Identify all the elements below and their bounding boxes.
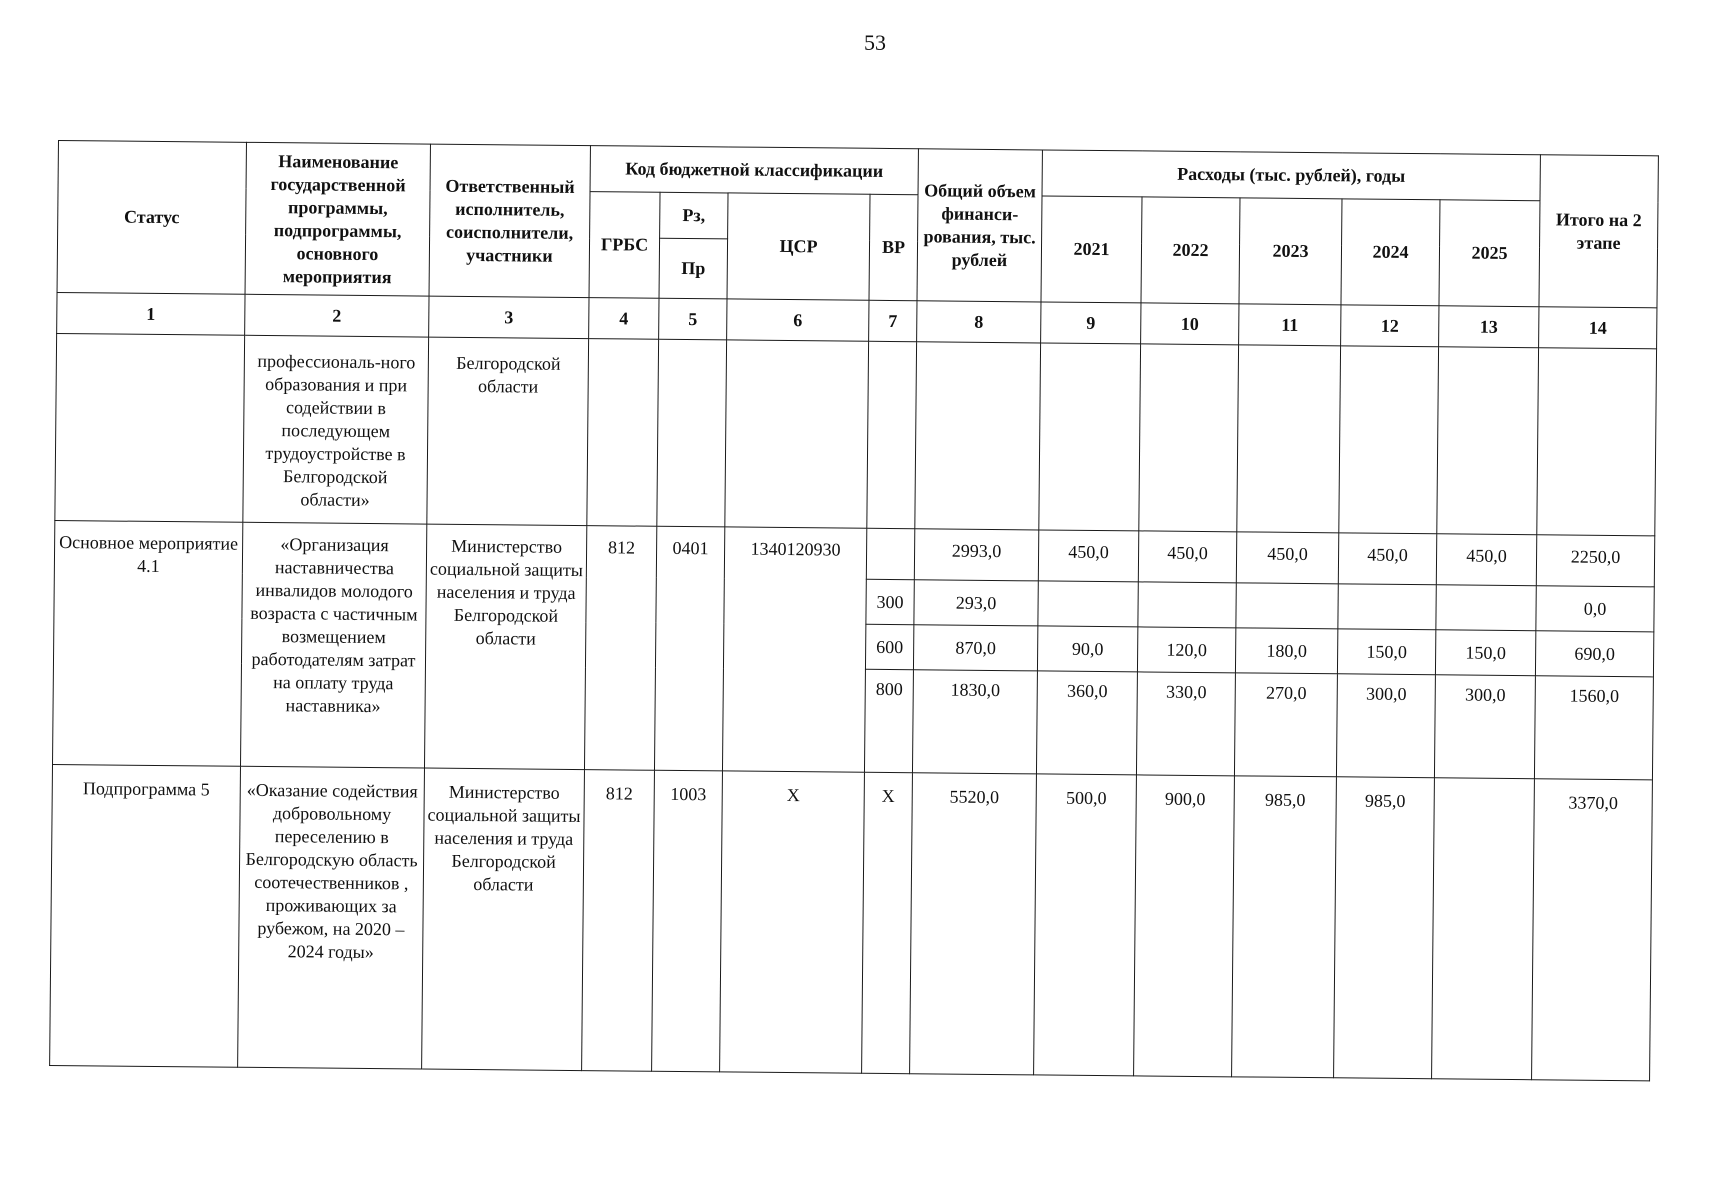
subprogram-5-csr: Х (720, 771, 865, 1073)
table-cell-2023 (1236, 583, 1338, 629)
continuation-status (55, 333, 245, 522)
table-cell-2024: 300,0 (1336, 674, 1435, 778)
table-cell-total: 293,0 (914, 580, 1038, 626)
column-number: 10 (1141, 303, 1239, 345)
page-number: 53 (864, 30, 886, 55)
table-cell-2025: 450,0 (1436, 534, 1536, 586)
measure-4-1-rz-pr: 0401 (654, 526, 724, 771)
subprogram-5-2023: 985,0 (1232, 776, 1337, 1078)
header-year-2024: 2024 (1341, 199, 1440, 306)
column-number: 7 (869, 300, 917, 341)
column-number: 11 (1239, 304, 1341, 346)
header-year-2022: 2022 (1141, 197, 1240, 304)
header-vr: ВР (869, 194, 918, 300)
header-grbs: ГРБС (589, 192, 660, 299)
continuation-program-name: профессиональ-ного образования и при содействии в последующем трудоустройстве в Белгородской области» (243, 335, 429, 524)
column-number: 5 (659, 298, 727, 340)
subprogram-5-name: «Оказание содействия добровольному переселению в Белгородскую область соотечественников , проживающих за рубежом, на 2020 – 2024 годы» (238, 766, 425, 1069)
column-number: 13 (1439, 306, 1539, 348)
measure-4-1-grbs: 812 (584, 526, 656, 771)
continuation-executor: Белгородской области (427, 337, 589, 526)
measure-4-1-executor: Министерство социальной защиты населения и труда Белгородской области (424, 524, 586, 770)
header-csr: ЦСР (727, 193, 870, 300)
column-number: 4 (589, 298, 659, 340)
continuation-row (55, 333, 1657, 535)
measure-4-1-csr: 1340120930 (722, 527, 866, 772)
header-program-name: Наименование государственной программы, подпрограммы, основного мероприятия (245, 142, 430, 296)
table-cell-2022: 120,0 (1137, 627, 1235, 673)
table-cell-2023: 270,0 (1234, 673, 1337, 777)
subprogram-5-status: Подпрограмма 5 (50, 764, 241, 1067)
table-cell-vr: 300 (866, 579, 914, 624)
column-number: 12 (1341, 305, 1439, 347)
subprogram-5-row (50, 764, 1653, 1080)
table-cell-stage-total: 690,0 (1535, 631, 1653, 677)
table-cell-stage-total: 0,0 (1536, 586, 1654, 632)
measure-4-1-status: Основное мероприятие 4.1 (53, 520, 243, 766)
header-executor: Ответственный исполнитель, соисполнители, участники (429, 144, 590, 298)
table-cell-total: 1830,0 (912, 670, 1037, 774)
budget-table (49, 140, 1659, 1081)
table-cell-total: 870,0 (913, 625, 1037, 671)
table-cell-total: 2993,0 (914, 529, 1038, 581)
budget-table-wrapper (49, 140, 1659, 1081)
subprogram-5-2022: 900,0 (1134, 775, 1235, 1077)
table-cell-stage-total: 2250,0 (1536, 535, 1654, 587)
column-number: 3 (429, 296, 589, 339)
header-stage-total: Итого на 2 этапе (1539, 155, 1658, 308)
header-rz: Рз, (660, 192, 728, 239)
table-cell-2021: 360,0 (1036, 671, 1137, 775)
header-expenses: Расходы (тыс. рублей), годы (1042, 150, 1540, 201)
table-cell-stage-total: 1560,0 (1534, 676, 1653, 780)
table-cell-vr: 600 (865, 624, 913, 669)
header-total-volume: Общий объем финанси-рования, тыс. рублей (917, 149, 1042, 302)
column-number: 1 (57, 292, 245, 335)
column-number: 6 (727, 299, 869, 341)
header-budget-code: Код бюджетной классификации (590, 146, 918, 195)
subprogram-5-2021: 500,0 (1034, 774, 1137, 1076)
table-cell-2021: 90,0 (1037, 626, 1137, 672)
subprogram-5-rz-pr: 1003 (652, 770, 723, 1072)
header-year-2023: 2023 (1239, 198, 1342, 305)
subprogram-5-2024: 985,0 (1334, 777, 1435, 1079)
measure-4-1-name: «Организация наставничества инвалидов молодого возраста с частичным возмещением работодателям затрат на оплату труда наставника» (240, 522, 426, 768)
table-cell-2021: 450,0 (1038, 530, 1138, 582)
subprogram-5-stage-total: 3370,0 (1532, 779, 1653, 1081)
subprogram-5-2025 (1432, 778, 1535, 1080)
table-cell-vr (866, 528, 915, 579)
table-cell-2022 (1138, 582, 1236, 628)
header-pr: Пр (659, 238, 728, 299)
table-cell-2024 (1338, 584, 1436, 630)
table-cell-2025 (1436, 585, 1536, 631)
header-status: Статус (57, 141, 246, 295)
table-cell-2022: 330,0 (1136, 672, 1235, 776)
table-cell-2024: 450,0 (1338, 533, 1436, 585)
column-number: 9 (1041, 302, 1141, 344)
table-cell-2023: 450,0 (1236, 532, 1338, 584)
header-year-2025: 2025 (1439, 200, 1540, 307)
subprogram-5-grbs: 812 (582, 770, 655, 1072)
subprogram-5-vr: Х (862, 772, 913, 1073)
subprogram-5-executor: Министерство социальной защиты населения и труда Белгородской области (422, 768, 585, 1071)
column-number: 14 (1539, 307, 1657, 349)
table-cell-2023: 180,0 (1235, 628, 1337, 674)
column-number: 8 (917, 301, 1041, 343)
table-cell-2025: 300,0 (1434, 675, 1535, 779)
table-cell-2025: 150,0 (1435, 630, 1535, 676)
subprogram-5-total: 5520,0 (910, 773, 1037, 1075)
table-cell-2021 (1038, 581, 1138, 627)
table-cell-2022: 450,0 (1138, 531, 1236, 583)
header-year-2021: 2021 (1041, 196, 1142, 303)
table-cell-vr: 800 (864, 669, 913, 772)
column-number: 2 (245, 294, 429, 337)
table-cell-2024: 150,0 (1337, 629, 1435, 675)
